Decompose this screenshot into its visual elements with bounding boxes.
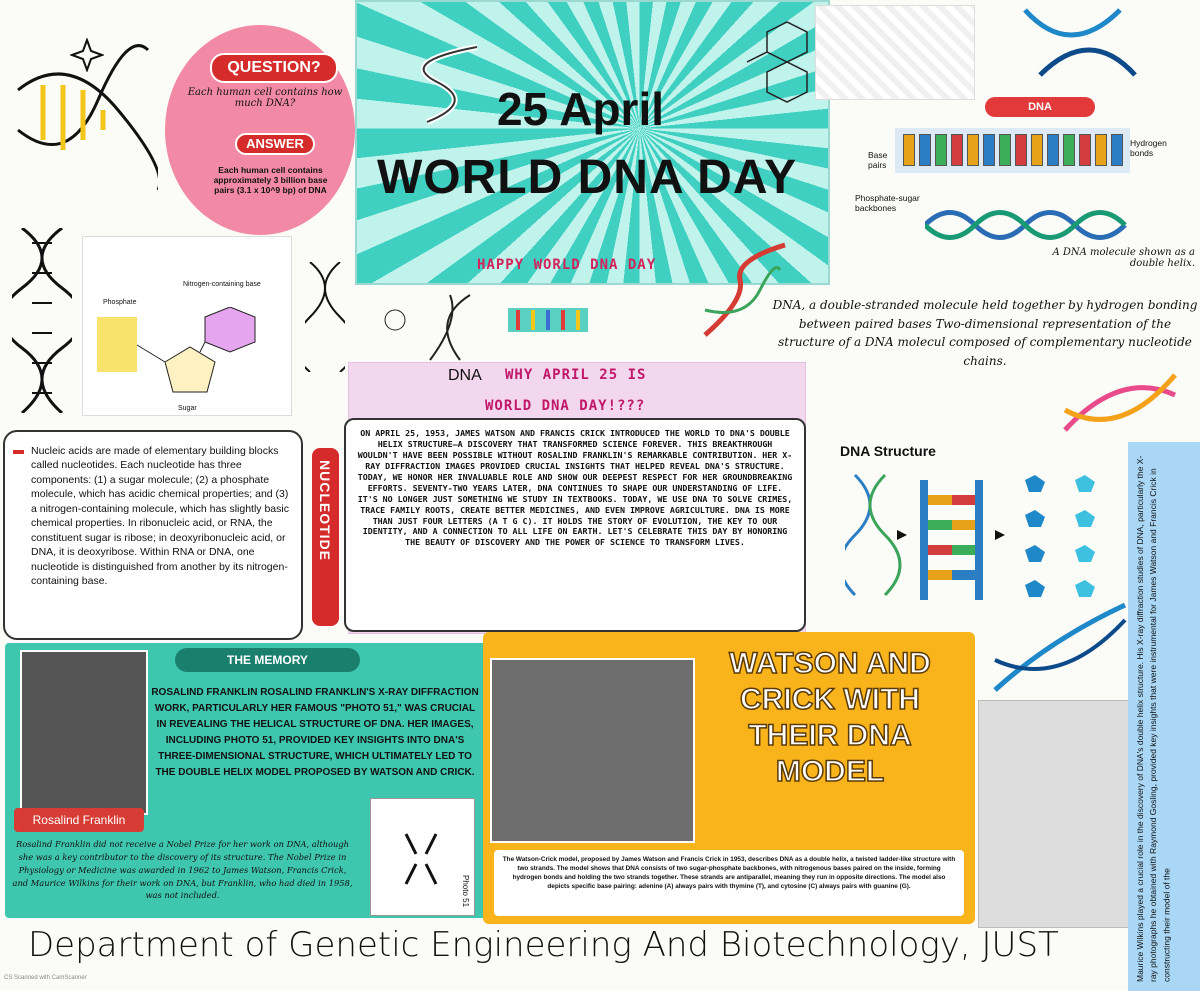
base-pair-bar <box>919 134 931 166</box>
dna-helix-red-illustration <box>700 240 790 340</box>
department-footer: Department of Genetic Engineering And Biotechnology, JUST <box>28 925 1059 965</box>
base-pair-bar <box>951 134 963 166</box>
question-label: QUESTION? <box>210 53 338 83</box>
dna-helix-vertical-illustration <box>12 228 72 413</box>
why-april-heading-2: WORLD DNA DAY!??? <box>485 398 646 414</box>
dna-word: DNA <box>448 367 482 384</box>
sugar-label: Sugar <box>178 405 197 412</box>
molecule-graphic <box>737 12 827 122</box>
base-pair-bar <box>967 134 979 166</box>
dna-structure-diagram <box>845 460 1115 615</box>
rosalind-franklin-label: Rosalind Franklin <box>14 808 144 832</box>
backbone-label: Phosphate-sugar backbones <box>855 193 920 213</box>
watson-crick-caption-box <box>494 850 964 916</box>
why-april-text: ON APRIL 25, 1953, JAMES WATSON AND FRANCIS CRICK INTRODUCED THE WORLD TO DNA'S DOUBLE HELIX STRUCTURE—A DISCOVERY THAT TRANSFORMED SCIENCE FOREVER. THIS BREAKTHROUGH WOULDN'T HAVE BEEN POSSIBLE WITHOUT ROSALIND FRANKLIN'S REMARKABLE CONTRIBUTION. HER X-RAY DIFFRACTION IMAGES PROVIDED CRUCIAL INSIGHTS THAT HELPED REVEAL DNA'S STRUCTURE. TODAY, WE HONOR HER INVALUABLE ROLE AND SHOW OUR DEEPEST RESPECT FOR HER GROUNDBREAKING EFFORTS. SEVENTY-TWO YEARS LATER, DNA CONTINUES TO SHAPE OUR UNDERSTANDING OF LIFE. IT'S NO LONGER JUST SOMETHING WE STUDY IN TEXTBOOKS. TODAY, WE USE DNA TO SOLVE CRIMES, TRACE FAMILY ROOTS, CREATE BETTER MEDICINES, AND EVEN IMPROVE AGRICULTURE. DNA IS MORE THAN JUST FOUR LETTERS (A T G C). IT HOLDS THE STORY OF EVOLUTION, THE KEY TO OUR IDENTITY, AND A CONNECTION TO ALL LIFE ON EARTH. LET'S CELEBRATE THIS DAY BY HONORING THE BEAUTY OF DISCOVERY AND THE POWER OF SCIENCE TO TRANSFORM LIVES. <box>357 428 793 548</box>
memory-heading: THE MEMORY <box>175 648 360 672</box>
photo-51-pattern <box>396 824 446 894</box>
dna-helix-pink-illustration <box>1060 370 1180 440</box>
nucleic-acids-box <box>3 430 303 640</box>
dna-structure-title: DNA Structure <box>840 443 936 459</box>
base-pair-bar <box>1079 134 1091 166</box>
nobel-prize-text: Rosalind Franklin did not receive a Nobel Prize for her work on DNA, although she was a key contributor to the discovery of its structure. The Nobel Prize in Physiology or Medicine was awarded in 1962 to James Watson, Francis Crick, and Maurice Wilkins for their work on DNA, but Franklin, who had died in 1958, was not included. <box>12 839 353 901</box>
dna-base-pair-diagram <box>895 128 1130 173</box>
base-pair-bar <box>1111 134 1123 166</box>
lab-tools-image <box>815 5 975 100</box>
question-text: Each human cell contains how much DNA? <box>187 87 343 109</box>
base-pairs-label: Base pairs <box>868 150 888 170</box>
watson-crick-caption: The Watson-Crick model, proposed by James Watson and Francis Crick in 1953, describes DNA as a double helix, a twisted ladder-like structure with two strands. The model shows that DNA consists of two sugar-phosphate backbones, with nitrogenous bases paired on the inside, forming hydrogen bonds and holding the two strands together. These strands are antiparallel, meaning they run in opposite directions. The model also depicts specific base pairing: adenine (A) always pairs with thymine (T), and cytosine (C) always pairs with guanine (G). <box>502 856 956 890</box>
bullet-marker <box>13 450 24 454</box>
base-pair-bar <box>935 134 947 166</box>
maurice-wilkins-text: Maurice Wilkins played a crucial role in the discovery of DNA's double helix structure. His X-ray diffraction studies of DNA, particularly the X-ray photographs he obtained with Raymond Gosling, provided key insights that were instrumental for James Watson and Francis Crick in constructing their model of the <box>1135 455 1172 982</box>
phosphate-label: Phosphate <box>103 299 137 306</box>
scientist-sketch <box>370 290 510 365</box>
colorful-dna-strip <box>508 300 588 340</box>
photo-51-label: Photo 51 <box>461 874 470 907</box>
why-april-text-box <box>344 418 806 632</box>
helix-graphic <box>417 42 487 132</box>
base-pair-bar <box>1015 134 1027 166</box>
nitrogen-base-label: Nitrogen-containing base <box>183 281 261 288</box>
base-pair-bar <box>1047 134 1059 166</box>
base-pair-bar <box>1095 134 1107 166</box>
why-april-heading-1: WHY APRIL 25 IS <box>505 367 647 383</box>
happy-dna-day-label: HAPPY WORLD DNA DAY <box>477 257 657 273</box>
dna-label: DNA <box>985 97 1095 117</box>
dna-helix-illustration-top-right <box>1020 0 1140 85</box>
watson-crick-photo <box>490 658 695 843</box>
photo-51-image <box>370 798 475 916</box>
base-pair-bar <box>1063 134 1075 166</box>
memory-text: ROSALIND FRANKLIN ROSALIND FRANKLIN'S X-RAY DIFFRACTION WORK, PARTICULARLY HER FAMOUS "PHOTO 51," WAS CRUCIAL IN REVEALING THE HELICAL STRUCTURE OF DNA. HER IMAGES, INCLUDING PHOTO 51, PROVIDED KEY INSIGHTS INTO DNA'S THREE-DIMENSIONAL STRUCTURE, WHICH ULTIMATELY LED TO THE DOUBLE HELIX MODEL PROPOSED BY WATSON AND CRICK. <box>151 687 479 778</box>
nucleic-acids-text: Nucleic acids are made of elementary building blocks called nucleotides. Each nucleotide has three components: (1) a sugar molecule; (2) a phosphate molecule, which has acidic chemical properties; and (3) a nitrogen-containing molecule, which has slightly basic chemical properties. In ribonucleic acid, or RNA, the constituent sugar is ribose; in deoxyribonucleic acid, or DNA, it is deoxyribose. Within RNA or DNA, one nucleotide is distinguished from another by its nitrogen-containing base. <box>31 445 289 588</box>
watson-crick-title: WATSON AND CRICK WITH THEIR DNA MODEL <box>729 647 931 788</box>
hydrogen-bonds-label: Hydrogen bonds <box>1130 138 1167 158</box>
base-pair-bar <box>983 134 995 166</box>
sparkle-icon <box>70 38 104 72</box>
dna-helix-blue-illustration <box>990 600 1130 695</box>
date-title: 25 April <box>497 83 665 135</box>
maurice-wilkins-photo <box>978 700 1130 928</box>
double-helix-diagram <box>925 200 1135 250</box>
page-title: WORLD DNA DAY <box>377 151 798 204</box>
base-pair-bar <box>903 134 915 166</box>
scanner-watermark: CS Scanned with CamScanner <box>4 975 87 981</box>
rosalind-franklin-photo <box>20 650 148 815</box>
base-pair-bar <box>999 134 1011 166</box>
base-pair-bar <box>1031 134 1043 166</box>
nucleotide-structure-image <box>82 236 292 416</box>
nucleotide-tab <box>312 448 339 626</box>
nucleotide-molecule-drawing <box>95 307 285 402</box>
dna-helix-sketch <box>305 262 345 372</box>
double-helix-caption: A DNA molecule shown as a double helix. <box>1052 247 1195 269</box>
answer-text: Each human cell contains approximately 3 billion base pairs (3.1 x 10^9 bp) of DNA <box>213 165 328 195</box>
question-card <box>165 25 355 235</box>
maurice-wilkins-strip <box>1128 442 1200 991</box>
dna-description: DNA, a double-stranded molecule held together by hydrogen bonding between paired bases Two-dimensional representation of the structure of a DNA molecul composed of complementary nucleotide chains. <box>772 298 1198 368</box>
answer-label: ANSWER <box>235 133 315 155</box>
nucleotide-tab-label: NUCLEOTIDE <box>317 460 333 561</box>
